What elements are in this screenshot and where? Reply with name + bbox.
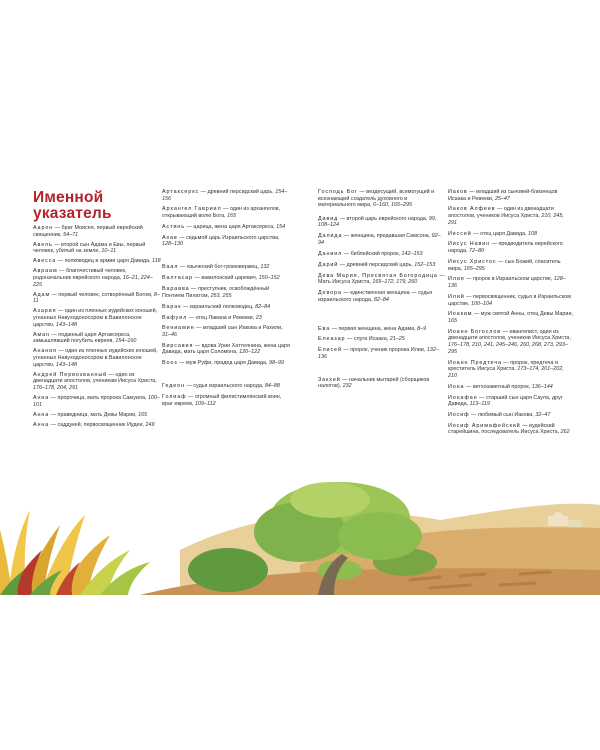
index-entry: Дарий — древний персидский царь, 152–153 <box>318 261 436 268</box>
index-column-2 <box>162 189 292 412</box>
letter-gap <box>162 371 292 383</box>
index-entry: Ваал — языческий бог-громовержец, 132 <box>162 264 270 271</box>
index-entry: Вирсавия — вдова Урии Хаттеянина, жена царя Давида, мать царя Соломона, 120–122 <box>162 342 290 356</box>
index-entry: Голиаф — огромный филистимлянский воин, враг евреев, 109–112 <box>162 394 282 407</box>
index-entry: Ева — первая женщина, жена Адама, 8–9 <box>318 325 427 332</box>
index-entry: Дева Мария, Пресвятая Богородица — Мать Иисуса Христа, 165–172, 179, 260 <box>318 272 445 286</box>
index-entry: Авесса — полководец в армии царя Давида, 118 <box>33 258 161 265</box>
index-entry: Азария — один из пленных иудейских юношей, угнанных Навуходоносором в Вавилонское царство, 143–148 <box>33 308 158 328</box>
bush <box>188 548 268 592</box>
index-entry: Даниил — библейский пророк, 142–153 <box>318 250 423 257</box>
index-entry: Артаксеркс — древний персидский царь, 154–156 <box>162 189 288 202</box>
index-entry: Авраам — благочестивый человек, родоначальник еврейского народа, 16–21, 224–225 <box>33 268 153 288</box>
index-column-4 <box>448 189 574 440</box>
index-entry: Варак — израильский полководец, 82–84 <box>162 303 271 310</box>
index-entry: Закхей — начальник мытарей (сборщиков налогов), 232 <box>318 376 430 390</box>
index-entry: Ахав — седьмой царь Израильского царства, 128–130 <box>162 234 280 248</box>
index-entry: Иаков — младший из сыновей-близнецов Исаака и Ревекки, 25–47 <box>448 189 558 202</box>
index-entry: Аман — поданный царя Артаксеркса, замышлявший погубить евреев, 154–160 <box>33 331 137 345</box>
index-entry: Анания — один из пленных иудейских юношей, угнанных Навуходоносором в Вавилонское царство, 143–148 <box>33 348 158 368</box>
index-entry: Иосиф — любимый сын Иакова, 32–47 <box>448 412 551 418</box>
index-entry: Иисус Христос — сын Божий, спаситель мира, 165–295 <box>448 258 561 272</box>
index-entry: Анна — пророчица, мать пророка Самуила, 100–101 <box>33 394 161 408</box>
index-column-1 <box>33 225 161 432</box>
index-entry: Иона — ветхозаветный пророк, 136–144 <box>448 383 553 390</box>
index-title <box>33 190 112 222</box>
index-entry: Анна — саддукей, первосвященник Иудеи, 249 <box>33 421 155 428</box>
index-entry: Варавва — преступник, освобождённый Понтием Пилатом, 253, 255 <box>162 286 270 299</box>
index-entry: Иаков Алфеев — один из двенадцати апостолов, учеников Иисуса Христа, 210, 245, 291 <box>448 206 564 226</box>
letter-gap <box>318 365 446 377</box>
index-entry: Вафуил — отец Лавана и Ревекки, 23 <box>162 314 262 321</box>
tree-canopy <box>290 482 370 518</box>
index-entry: Ионафан — старший сын царя Саула, друг Давида, 113–119 <box>448 394 563 408</box>
index-entry: Иессей — отец царя Давида, 108 <box>448 230 538 237</box>
title-line-2: указатель <box>33 205 112 222</box>
index-entry: Гедеон — судья израильского народа, 84–88 <box>162 383 280 390</box>
landscape-illustration <box>0 470 600 595</box>
index-entry: Аарон — брат Моисея, первый еврейский священник, 54–71 <box>33 225 143 238</box>
index-entry: Астинь — царица, жена царя Артаксеркса, 154 <box>162 223 286 230</box>
letter-gap <box>318 308 446 326</box>
index-entry: Далида — женщина, предавшая Самсона, 92–94 <box>318 233 441 246</box>
index-entry: Иоаким — муж святой Анны, отец Девы Марии, 165 <box>448 311 573 324</box>
index-entry: Иосиф Аримафейский — иудейский старейшина, последователь Иисуса Христа, 262 <box>448 422 570 436</box>
index-entry: Илий — первосвященник, судья в Израильском царстве, 100–104 <box>448 293 571 307</box>
index-entry: Девора — единственная женщина — судья израильского народа, 82–84 <box>318 290 433 303</box>
index-entry: Елисей — пророк, ученик пророка Илии, 132–136 <box>318 347 439 360</box>
index-entry: Андрей Первозванный — один из двенадцати апостолов, ученикам Иисуса Христа, 176–178, 204, 291 <box>33 371 157 391</box>
index-entry: Авель — второй сын Адама и Евы, первый человек, убитый на земле, 10–11 <box>33 241 146 255</box>
index-entry: Валтасар — вавилонский царевич, 150–152 <box>162 275 280 282</box>
index-entry: Иоанн Предтеча — пророк, предтеча и креститель Иисуса Христа, 173–174, 201–202, 210 <box>448 359 564 379</box>
index-entry: Илия — пророк в Израильском царстве, 128–136 <box>448 276 566 290</box>
letter-gap <box>162 252 292 264</box>
index-entry: Елеазар — слуга Исаака, 21–25 <box>318 336 405 343</box>
title-line-1: Именной <box>33 189 104 206</box>
index-entry: Архангел Гавриил — один из архангелов, открывающий волю Бога, 165 <box>162 206 281 220</box>
index-entry: Господь Бог — вездесущий, всемогущий и всезнающий создатель духовного и материального мира, 6–160, 165–295 <box>318 189 435 209</box>
village-building <box>548 516 568 526</box>
index-column-3 <box>318 189 446 394</box>
index-entry: Иисус Навин — предводитель еврейского народа, 72–80 <box>448 241 563 255</box>
index-entry: Иоанн Богослов — евангелист, один из двенадцати апостолов, учеников Иисуса Христа, 176–178, 210, 241, 245–246, 260, 268, 273, 293–295 <box>448 328 571 355</box>
index-entry: Давид — второй царь еврейского народа, 99, 108–124 <box>318 215 437 229</box>
index-entry: Анна — праведница, мать Девы Марии, 165 <box>33 411 148 418</box>
index-entry: Адам — первый человек, сотворённый Богом, 8–11 <box>33 291 160 305</box>
index-entry: Вооз — муж Руфи, прадед царя Давида, 98–99 <box>162 360 284 367</box>
index-entry: Вениамин — младший сын Иакова и Рахили, 31–46 <box>162 325 283 338</box>
village-building <box>568 520 582 527</box>
grass-left <box>0 510 150 595</box>
tree-canopy <box>338 512 422 560</box>
